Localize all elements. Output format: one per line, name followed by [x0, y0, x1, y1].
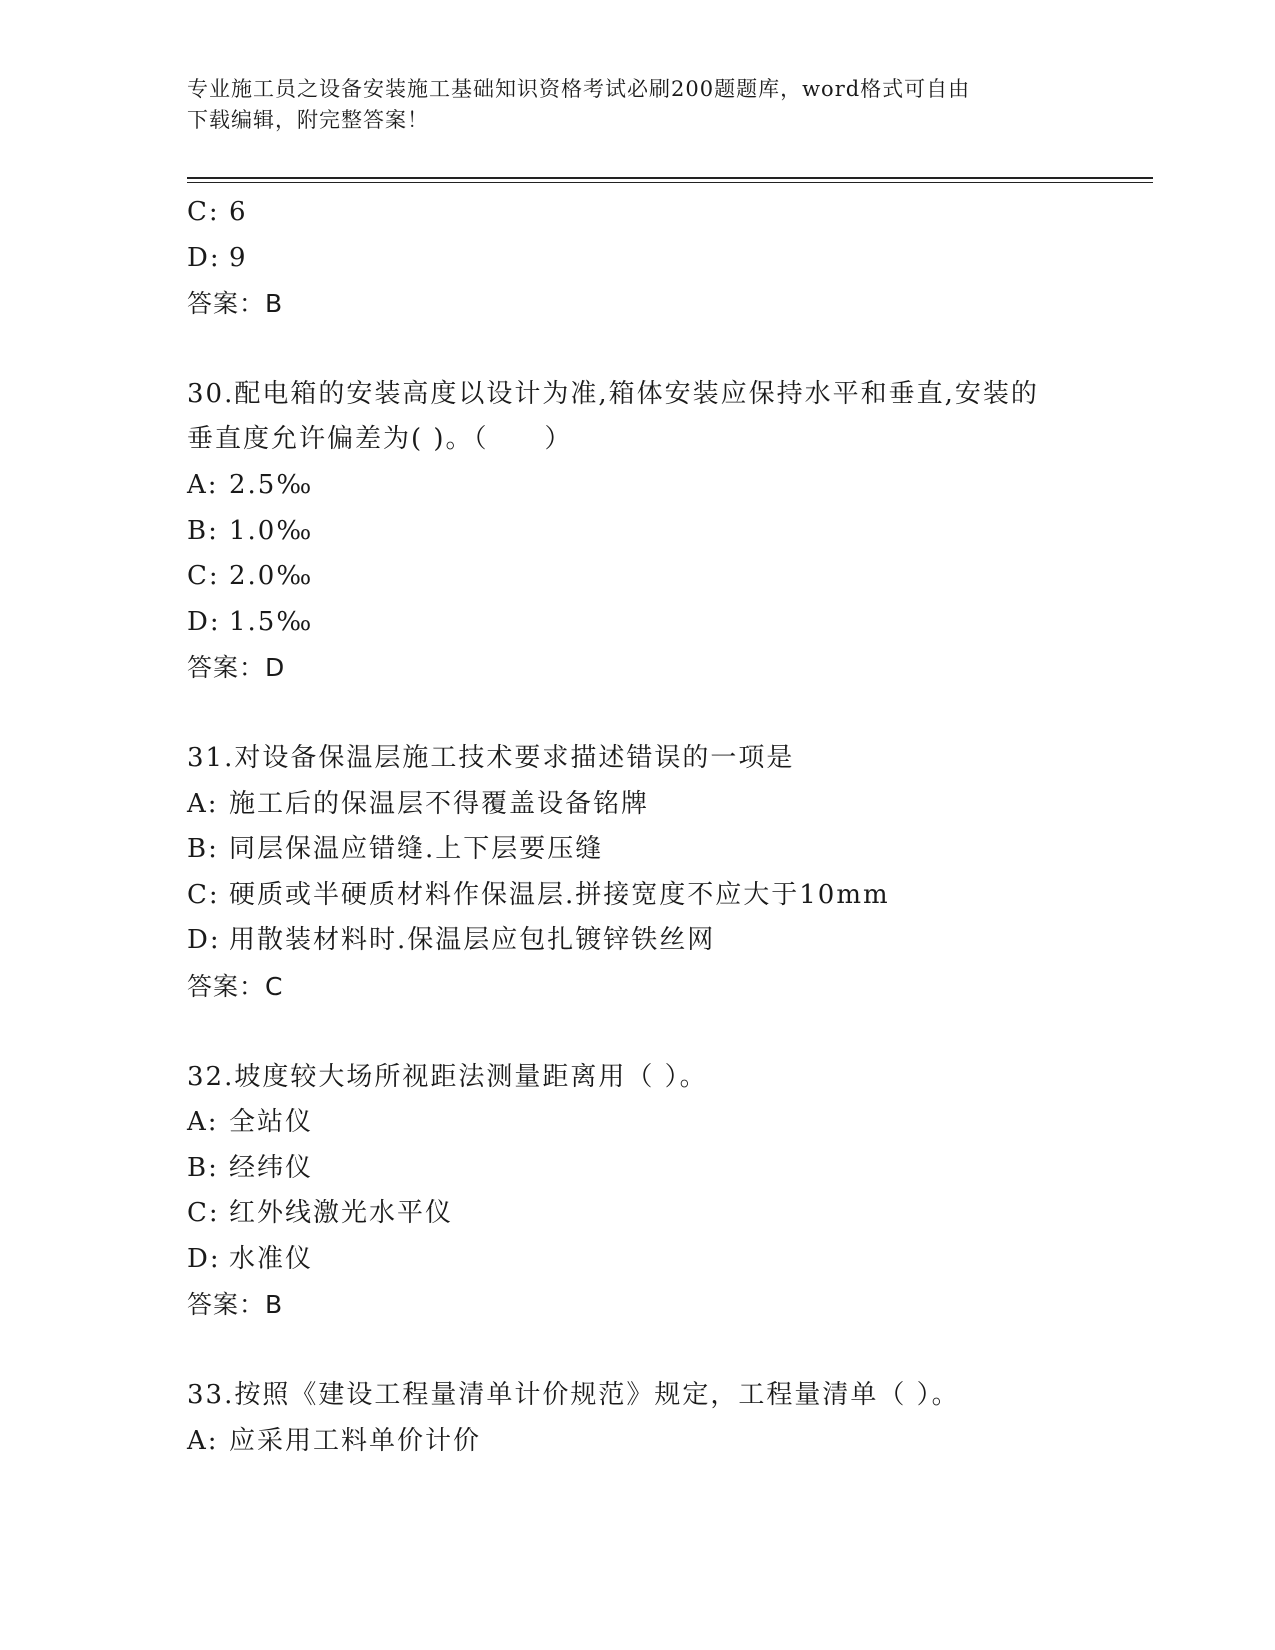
option-key: B: — [187, 515, 219, 546]
option-key: C: — [187, 561, 220, 592]
spacer — [187, 327, 1147, 372]
option-key: C: — [187, 197, 220, 227]
option-d — [187, 236, 1147, 282]
option-a — [187, 463, 1147, 509]
option-key: A: — [187, 1425, 219, 1456]
option-b — [187, 1146, 1147, 1192]
option-text: 施工后的保温层不得覆盖设备铭牌 — [229, 788, 650, 819]
option-text: 1.5‰ — [229, 606, 314, 637]
option-b — [187, 509, 1147, 555]
spacer — [187, 1010, 1147, 1055]
option-c — [187, 1191, 1147, 1237]
option-b — [187, 827, 1147, 873]
document-header — [187, 74, 1067, 136]
header-line-1: 专业施工员之设备安装施工基础知识资格考试必刷200题题库，word格式可自由 — [187, 77, 971, 101]
option-key: C: — [187, 1198, 220, 1229]
option-text: 应采用工料单价计价 — [229, 1425, 482, 1456]
option-text: 9 — [229, 242, 248, 273]
option-key: A: — [187, 469, 219, 500]
option-text: 硬质或半硬质材料作保温层.拼接宽度不应大于10mm — [229, 879, 890, 910]
option-d — [187, 1237, 1147, 1283]
option-c — [187, 873, 1147, 919]
option-c — [187, 190, 1147, 236]
option-key: C: — [187, 879, 220, 910]
answer-line: 答案：B — [187, 289, 284, 319]
option-a — [187, 1100, 1147, 1146]
question-stem: 32.坡度较大场所视距法测量距离用（ ）。 — [187, 1061, 708, 1092]
option-key: B: — [187, 1152, 219, 1183]
option-text: 同层保温应错缝.上下层要压缝 — [229, 834, 604, 865]
option-key: D: — [187, 1243, 221, 1274]
option-text: 经纬仪 — [229, 1152, 314, 1183]
option-key: D: — [187, 242, 221, 273]
option-text: 水准仪 — [229, 1243, 314, 1274]
option-key: D: — [187, 925, 221, 956]
question-stem: 30.配电箱的安装高度以设计为准,箱体安装应保持水平和垂直,安装的 — [187, 378, 1039, 409]
option-text: 红外线激光水平仪 — [229, 1198, 454, 1229]
answer-line: 答案：D — [187, 653, 286, 683]
option-key: A: — [187, 788, 219, 819]
answer-line: 答案：B — [187, 1290, 284, 1320]
option-a — [187, 1419, 1147, 1465]
option-text: 1.0‰ — [229, 515, 314, 546]
header-divider-thin — [187, 182, 1153, 183]
spacer — [187, 691, 1147, 736]
question-stem: 31.对设备保温层施工技术要求描述错误的一项是 — [187, 742, 795, 773]
option-text: 2.5‰ — [229, 469, 314, 500]
question-30 — [187, 372, 1147, 463]
option-text: 6 — [229, 197, 248, 227]
option-text: 全站仪 — [229, 1107, 314, 1138]
option-key: A: — [187, 1107, 219, 1138]
question-stem: 垂直度允许偏差为( )。（ ） — [187, 424, 573, 455]
option-key: B: — [187, 834, 219, 865]
option-c — [187, 554, 1147, 600]
option-text: 用散装材料时.保温层应包扎镀锌铁丝网 — [229, 925, 716, 956]
header-line-2: 下载编辑，附完整答案！ — [187, 108, 429, 132]
question-list — [187, 190, 1147, 1464]
spacer — [187, 1328, 1147, 1373]
option-key: D: — [187, 606, 221, 637]
option-a — [187, 782, 1147, 828]
header-divider-thick — [187, 177, 1153, 179]
option-d — [187, 600, 1147, 646]
answer-line: 答案：C — [187, 971, 284, 1001]
option-text: 2.0‰ — [229, 561, 314, 592]
question-stem: 33.按照《建设工程量清单计价规范》规定，工程量清单（ ）。 — [187, 1380, 960, 1411]
option-d — [187, 918, 1147, 964]
